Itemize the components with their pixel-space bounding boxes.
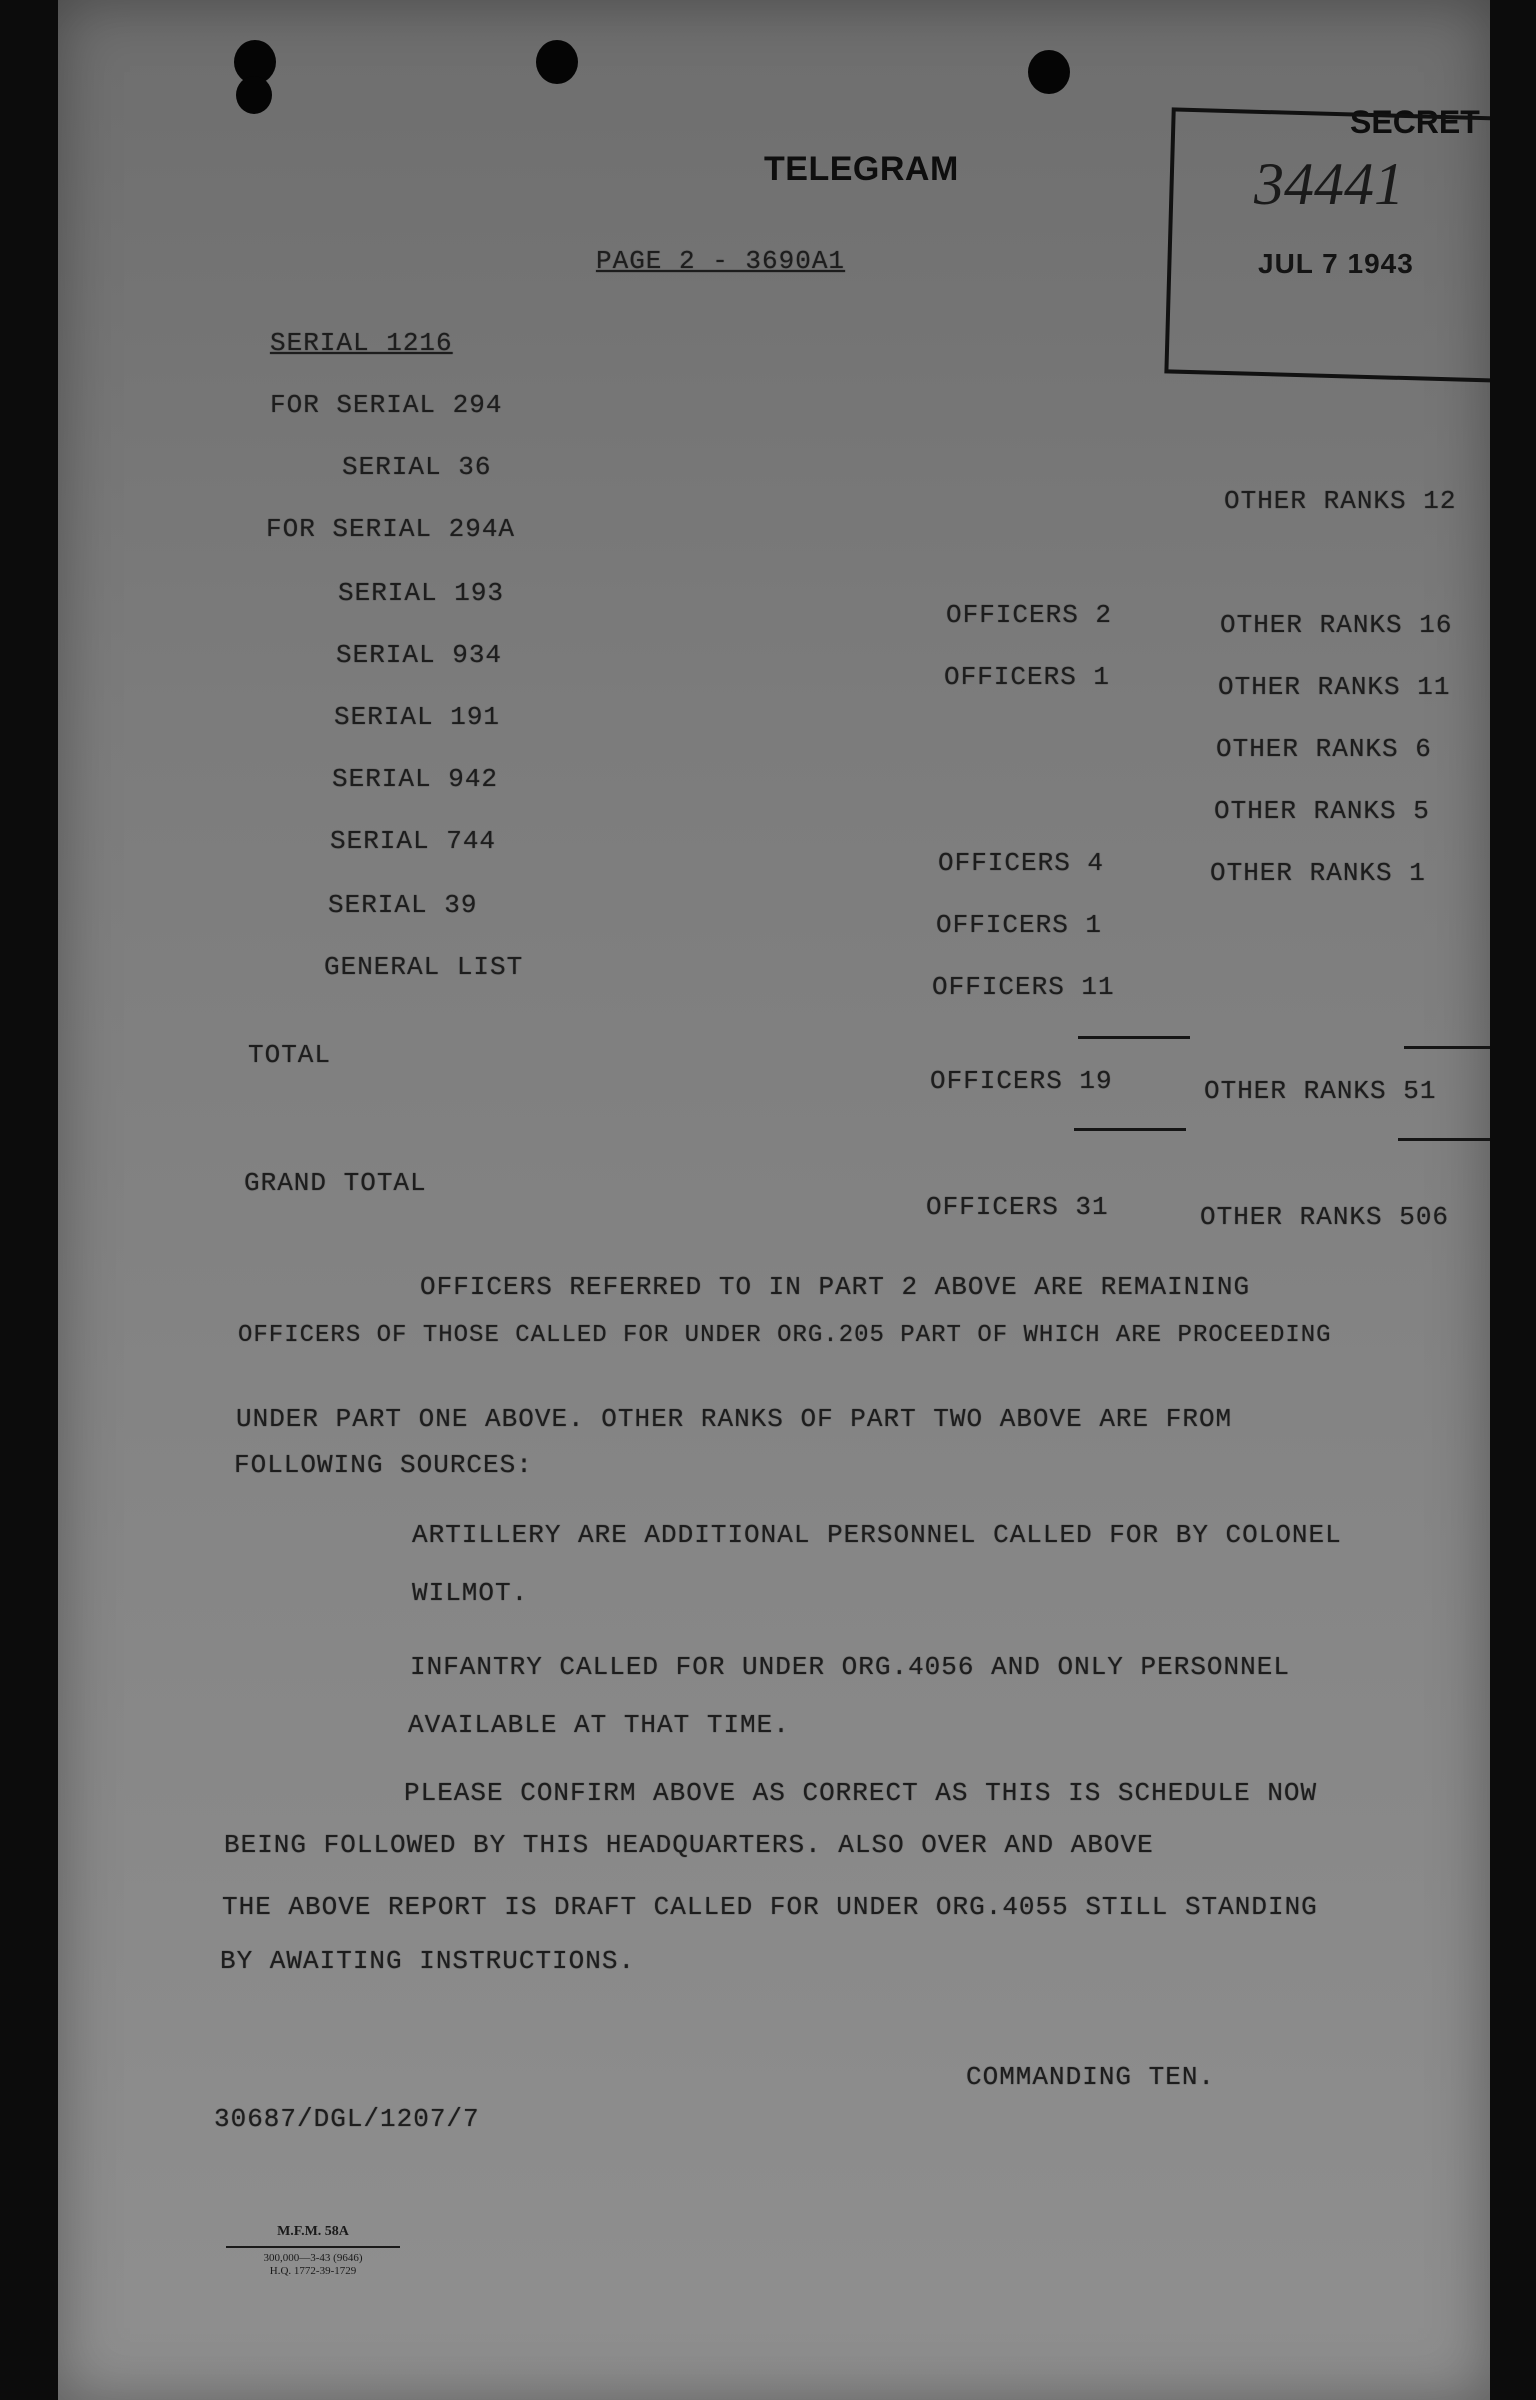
stamp-date: JUL 7 1943: [1258, 248, 1414, 279]
officers-value: OFFICERS 11: [932, 972, 1115, 1002]
body-line: FOLLOWING SOURCES:: [234, 1450, 533, 1480]
form-footer: [226, 2224, 400, 2278]
body-line: INFANTRY CALLED FOR UNDER ORG.4056 AND ONLY PERSONNEL: [410, 1652, 1290, 1682]
serial-label: SERIAL 934: [336, 640, 503, 670]
total-label: TOTAL: [248, 1040, 332, 1070]
other-ranks-value: OTHER RANKS 1: [1210, 858, 1426, 888]
form-number: M.F.M. 58A: [277, 2224, 349, 2239]
received-stamp: [1164, 107, 1490, 382]
serial-label: SERIAL 36: [342, 452, 492, 482]
total-rule: [1078, 1036, 1190, 1039]
officers-value: OFFICERS 1: [944, 662, 1111, 692]
grand-total-label: GRAND TOTAL: [244, 1168, 427, 1198]
total-rule: [1074, 1128, 1186, 1131]
serial-label: SERIAL 191: [334, 702, 501, 732]
punch-hole-right: [1028, 50, 1070, 94]
other-ranks-value: OTHER RANKS 12: [1224, 486, 1457, 516]
serial-label: SERIAL 744: [330, 826, 497, 856]
signature-line: COMMANDING TEN.: [966, 2062, 1216, 2092]
other-ranks-value: OTHER RANKS 11: [1218, 672, 1451, 702]
other-ranks-value: OTHER RANKS 6: [1216, 734, 1432, 764]
grand-total-other-ranks: OTHER RANKS 506: [1200, 1202, 1450, 1232]
stamp-number: 34441: [1254, 151, 1404, 217]
serial-label: FOR SERIAL 294: [270, 390, 503, 420]
punch-hole-edge: [236, 76, 272, 114]
officers-value: OFFICERS 2: [946, 600, 1113, 630]
serial-label: SERIAL 942: [332, 764, 499, 794]
body-line: WILMOT.: [412, 1578, 529, 1608]
body-line: OFFICERS REFERRED TO IN PART 2 ABOVE ARE REMAINING: [420, 1272, 1251, 1302]
punch-hole-center: [536, 40, 578, 84]
total-rule: [1398, 1138, 1490, 1141]
body-line: BY AWAITING INSTRUCTIONS.: [220, 1946, 636, 1976]
grand-total-officers: OFFICERS 31: [926, 1192, 1109, 1222]
other-ranks-value: OTHER RANKS 16: [1220, 610, 1453, 640]
serial-label: SERIAL 39: [328, 890, 478, 920]
total-rule: [1404, 1046, 1490, 1049]
file-reference: 30687/DGL/1207/7: [214, 2104, 480, 2134]
body-line: PLEASE CONFIRM ABOVE AS CORRECT AS THIS IS SCHEDULE NOW: [404, 1778, 1318, 1808]
body-line: AVAILABLE AT THAT TIME.: [408, 1710, 790, 1740]
print-line: H.Q. 1772-39-1729: [269, 2265, 357, 2277]
other-ranks-value: OTHER RANKS 5: [1214, 796, 1430, 826]
body-line: UNDER PART ONE ABOVE. OTHER RANKS OF PART TWO ABOVE ARE FROM: [236, 1404, 1233, 1434]
footer-rule: [226, 2246, 400, 2248]
page-reference: PAGE 2 - 3690A1: [596, 246, 846, 276]
print-line: 300,000—3-43 (9646): [263, 2252, 363, 2264]
body-line: ARTILLERY ARE ADDITIONAL PERSONNEL CALLED FOR BY COLONEL: [412, 1520, 1342, 1550]
total-other-ranks: OTHER RANKS 51: [1204, 1076, 1437, 1106]
total-officers: OFFICERS 19: [930, 1066, 1113, 1096]
serial-label: GENERAL LIST: [324, 952, 524, 982]
body-line: THE ABOVE REPORT IS DRAFT CALLED FOR UNDER ORG.4055 STILL STANDING: [222, 1892, 1318, 1922]
serial-label: SERIAL 1216: [270, 328, 453, 358]
body-line: OFFICERS OF THOSE CALLED FOR UNDER ORG.205 PART OF WHICH ARE PROCEEDING: [238, 1322, 1332, 1349]
serial-label: FOR SERIAL 294A: [266, 514, 516, 544]
officers-value: OFFICERS 4: [938, 848, 1105, 878]
document-title: TELEGRAM: [764, 150, 959, 188]
classification-label: SECRET: [1350, 104, 1480, 140]
officers-value: OFFICERS 1: [936, 910, 1103, 940]
serial-label: SERIAL 193: [338, 578, 505, 608]
body-line: BEING FOLLOWED BY THIS HEADQUARTERS. ALSO OVER AND ABOVE: [224, 1830, 1154, 1860]
telegram-page: [58, 0, 1490, 2400]
